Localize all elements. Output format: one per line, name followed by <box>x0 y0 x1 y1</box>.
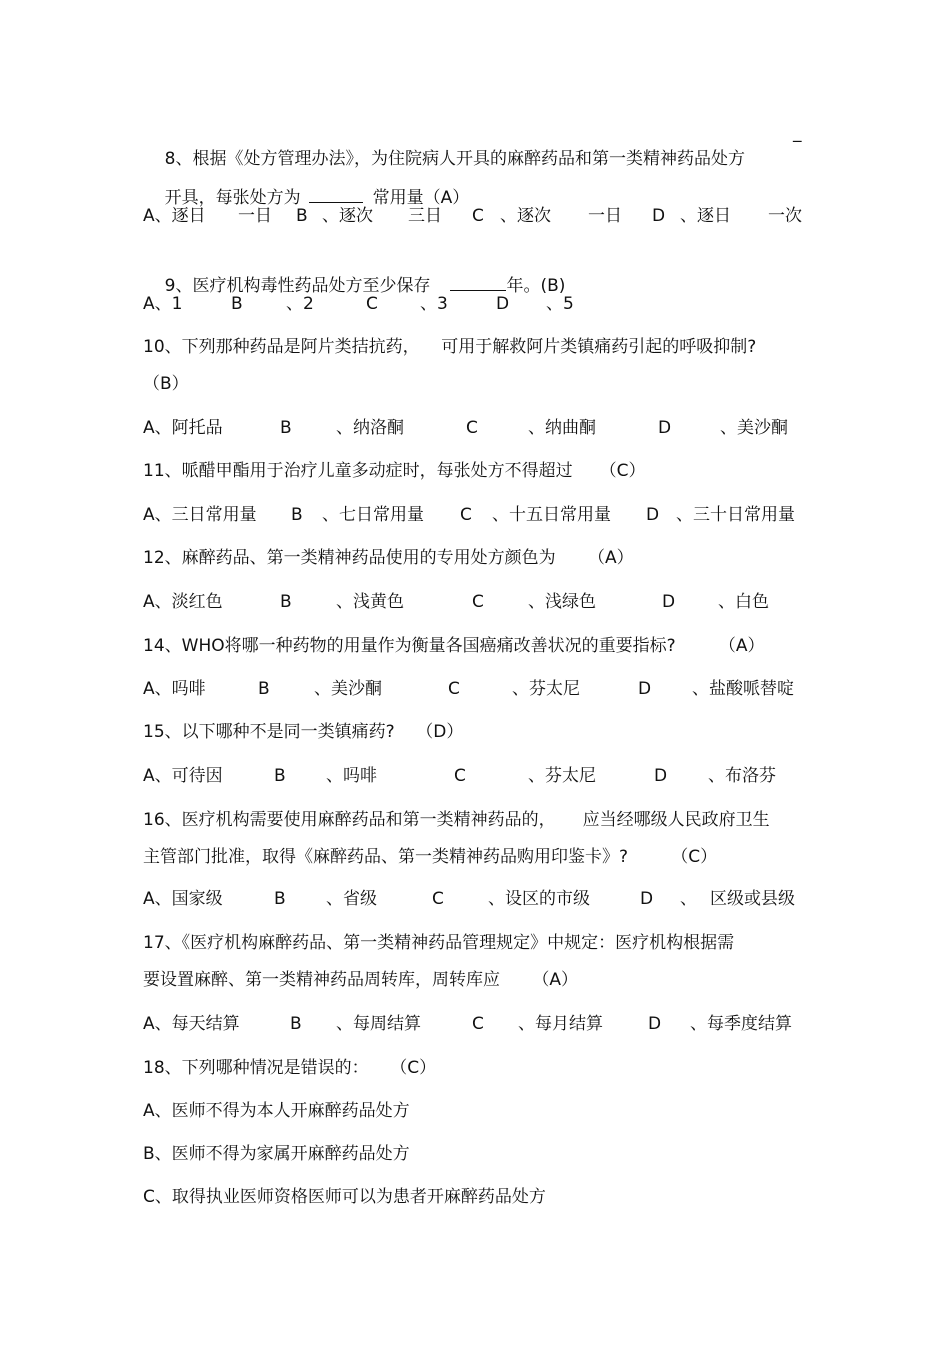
option-d-letter: D <box>640 889 654 909</box>
option-b-letter: B <box>231 294 243 314</box>
option-d-letter: D <box>648 1014 662 1034</box>
question-8-trailing-underscore: _ <box>793 123 802 143</box>
option-a: A、每天结算 <box>143 1014 240 1034</box>
option-a: A、逐日 <box>143 206 206 226</box>
option-d: 、逐日 <box>680 206 731 226</box>
option-b-letter: B <box>296 206 308 226</box>
option-d-letter: D <box>652 206 666 226</box>
option-d: 、白色 <box>718 592 769 612</box>
option-a: A、吗啡 <box>143 679 206 699</box>
option-c: 、3 <box>420 294 448 314</box>
option-b: 、2 <box>286 294 314 314</box>
option-a: A、淡红色 <box>143 592 223 612</box>
option-b-letter: B <box>280 592 292 612</box>
option-d: 区级或县级 <box>710 889 795 909</box>
option-c-letter: C <box>466 418 478 438</box>
option-d: 、三十日常用量 <box>676 505 795 525</box>
option-d: 、美沙酮 <box>720 418 788 438</box>
option-b: 、省级 <box>326 889 377 909</box>
option-c: 、每月结算 <box>518 1014 603 1034</box>
question-11-line: 11、哌醋甲酯用于治疗儿童多动症时，每张处方不得超过 （C） <box>143 461 646 481</box>
option-c-text: 一日 <box>588 206 622 226</box>
option-a: A、三日常用量 <box>143 505 257 525</box>
option-b: 、七日常用量 <box>322 505 424 525</box>
option-c: 、设区的市级 <box>488 889 590 909</box>
option-d-separator: 、 <box>680 889 697 909</box>
option-d: 、每季度结算 <box>690 1014 792 1034</box>
question-12-line: 12、麻醉药品、第一类精神药品使用的专用处方颜色为 （A） <box>143 548 634 568</box>
question-17-line-1: 17、《医疗机构麻醉药品、第一类精神药品管理规定》中规定：医疗机构根据需 <box>143 933 735 953</box>
option-c: 、十五日常用量 <box>492 505 611 525</box>
option-b-letter: B <box>280 418 292 438</box>
option-d-letter: D <box>496 294 510 314</box>
option-c-letter: C <box>454 766 466 786</box>
option-a: A、国家级 <box>143 889 223 909</box>
question-9-answer: 年。(B) <box>506 276 566 296</box>
option-d-letter: D <box>662 592 676 612</box>
option-b: 、美沙酮 <box>314 679 382 699</box>
option-d: 、5 <box>546 294 574 314</box>
option-c: 、浅绿色 <box>528 592 596 612</box>
option-d-text: 一次 <box>768 206 802 226</box>
option-b: 、逐次 <box>322 206 373 226</box>
option-b: 、纳洛酮 <box>336 418 404 438</box>
option-b-letter: B <box>258 679 270 699</box>
question-8-line-2 <box>143 160 470 208</box>
question-17-line-2: 要设置麻醉、第一类精神药品周转库，周转库应 （A） <box>143 970 579 990</box>
option-d: 、盐酸哌替啶 <box>692 679 794 699</box>
answer-blank[interactable] <box>450 272 506 291</box>
option-b: 、每周结算 <box>336 1014 421 1034</box>
option-c: 、芬太尼 <box>528 766 596 786</box>
question-10-line-2: （B） <box>143 374 189 394</box>
option-b-letter: B <box>290 1014 302 1034</box>
option-c: 、纳曲酮 <box>528 418 596 438</box>
option-c-letter: C <box>472 206 484 226</box>
option-c-letter: C <box>448 679 460 699</box>
question-8-text-2: 开具，每张处方为 <box>164 188 301 208</box>
option-d: 、布洛芬 <box>708 766 776 786</box>
option-a: A、可待因 <box>143 766 223 786</box>
option-c-letter: C <box>460 505 472 525</box>
option-b-text: 三日 <box>408 206 442 226</box>
option-c-letter: C <box>432 889 444 909</box>
option-c: C、取得执业医师资格医师可以为患者开麻醉药品处方 <box>143 1187 546 1207</box>
question-15-line: 15、以下哪种不是同一类镇痛药? （D） <box>143 722 464 742</box>
question-18-line: 18、下列哪种情况是错误的： （C） <box>143 1058 437 1078</box>
question-14-line: 14、WHO将哪一种药物的用量作为衡量各国癌痛改善状况的重要指标? （A） <box>143 636 765 656</box>
option-d-letter: D <box>654 766 668 786</box>
option-a: A、1 <box>143 294 183 314</box>
question-9-line <box>143 248 566 296</box>
question-16-line-1: 16、医疗机构需要使用麻醉药品和第一类精神药品的， 应当经哪级人民政府卫生 <box>143 810 770 830</box>
option-a: A、医师不得为本人开麻醉药品处方 <box>143 1101 410 1121</box>
option-b: 、浅黄色 <box>336 592 404 612</box>
question-10-line-1: 10、下列那种药品是阿片类拮抗药， 可用于解救阿片类镇痛药引起的呼吸抑制? <box>143 337 757 357</box>
option-c-letter: C <box>472 592 484 612</box>
option-a: A、阿托品 <box>143 418 223 438</box>
option-b-letter: B <box>274 766 286 786</box>
answer-blank[interactable] <box>309 184 363 203</box>
question-8-answer: 常用量（A） <box>372 188 470 208</box>
option-b-letter: B <box>291 505 303 525</box>
option-b-letter: B <box>274 889 286 909</box>
question-16-line-2: 主管部门批准，取得《麻醉药品、第一类精神药品购用印鉴卡》? （C） <box>143 847 718 867</box>
question-9-text: 9、医疗机构毒性药品处方至少保存 <box>164 276 431 296</box>
option-c: 、芬太尼 <box>512 679 580 699</box>
option-d-letter: D <box>658 418 672 438</box>
option-d-letter: D <box>638 679 652 699</box>
option-c-letter: C <box>472 1014 484 1034</box>
option-c: 、逐次 <box>500 206 551 226</box>
option-c-letter: C <box>366 294 378 314</box>
option-a-text: 一日 <box>238 206 272 226</box>
question-8-line-1 <box>143 123 745 169</box>
option-d-letter: D <box>646 505 660 525</box>
option-b: 、吗啡 <box>326 766 377 786</box>
question-8-text: 8、根据《处方管理办法》，为住院病人开具的麻醉药品和第一类精神药品处方 <box>164 149 745 169</box>
option-b: B、医师不得为家属开麻醉药品处方 <box>143 1144 410 1164</box>
